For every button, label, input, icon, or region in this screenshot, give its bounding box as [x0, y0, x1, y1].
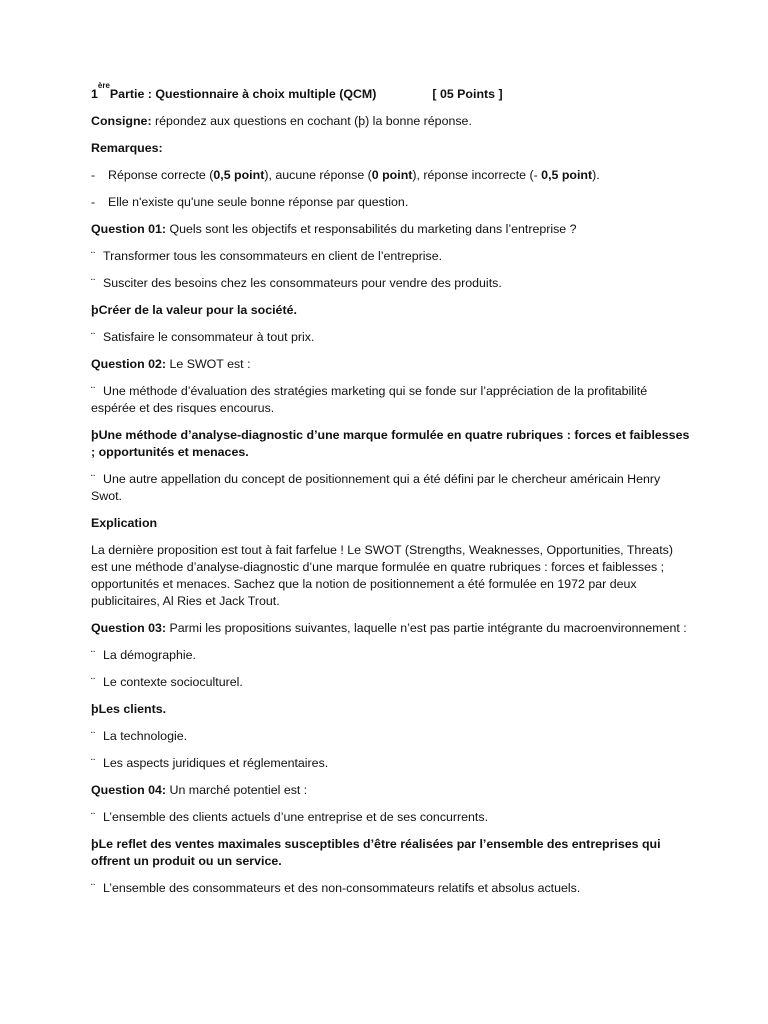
checkbox-empty-icon: ¨ — [91, 756, 96, 770]
answer-text: Satisfaire le consommateur à tout prix. — [103, 330, 315, 344]
question-label: Question 03: — [91, 621, 167, 635]
question-text: Un marché potentiel est : — [166, 783, 308, 797]
question-label: Question 02: — [91, 357, 167, 371]
remark-text-part: ), aucune réponse ( — [264, 168, 372, 182]
remark-text: Elle n'existe qu'une seule bonne réponse par question. — [108, 195, 409, 209]
question-3 — [91, 620, 691, 637]
checkbox-checked-icon: þ — [91, 837, 99, 851]
remark-dash: - — [91, 195, 96, 209]
remarques-label: Remarques: — [91, 141, 163, 155]
answer-text: Transformer tous les consommateurs en client de l’entreprise. — [103, 249, 443, 263]
answer-option — [91, 674, 691, 691]
answer-text: Créer de la valeur pour la société. — [98, 303, 297, 317]
answer-text: Le reflet des ventes maximales susceptibles d’être réalisées par l’ensemble des entreprises qui offrent un produit ou un service. — [91, 837, 661, 868]
question-text: Le SWOT est : — [166, 357, 251, 371]
remark-item — [91, 167, 691, 184]
question-label: Question 04: — [91, 783, 167, 797]
remark-text-part: ). — [592, 168, 600, 182]
answer-option — [91, 275, 691, 292]
answer-text: L’ensemble des clients actuels d’une entreprise et de ses concurrents. — [103, 810, 489, 824]
checkbox-empty-icon: ¨ — [91, 330, 96, 344]
answer-option-correct — [91, 302, 691, 319]
answer-option — [91, 647, 691, 664]
question-1 — [91, 221, 691, 238]
answer-option-correct — [91, 836, 691, 870]
section-title-text: Partie : Questionnaire à choix multiple (QCM) — [109, 87, 377, 101]
answer-option-correct — [91, 427, 691, 461]
remark-dash: - — [91, 168, 96, 182]
remark-text-part: Réponse correcte ( — [108, 168, 214, 182]
checkbox-empty-icon: ¨ — [91, 729, 96, 743]
explication-text: La dernière proposition est tout à fait farfelue ! Le SWOT (Strengths, Weaknesses, Opportunities, Threats) est une méthode d’analyse-diagnostic d’une marque formulée en quatre rubriques : forces et faiblesses ; opportunités et menaces. Sachez que la notion de positionnement a été formulée en 1972 par deux publicitaires, Al Ries et Jack Trout. — [91, 543, 673, 608]
answer-text: Le contexte socioculturel. — [103, 675, 243, 689]
section-title — [91, 81, 691, 103]
answer-text: La technologie. — [103, 729, 188, 743]
remark-bold-part: 0,5 point — [213, 168, 265, 182]
checkbox-empty-icon: ¨ — [91, 881, 96, 895]
answer-text: Susciter des besoins chez les consommateurs pour vendre des produits. — [103, 276, 502, 290]
answer-text: La démographie. — [103, 648, 196, 662]
answer-text: Les aspects juridiques et réglementaires. — [103, 756, 329, 770]
consigne-text: répondez aux questions en cochant (þ) la bonne réponse. — [151, 114, 472, 128]
answer-text: Une méthode d’évaluation des stratégies marketing qui se fonde sur l’appréciation de la profitabilité espérée et des risques encourus. — [91, 384, 648, 415]
explication-label: Explication — [91, 516, 158, 530]
checkbox-checked-icon: þ — [91, 702, 99, 716]
checkbox-empty-icon: ¨ — [91, 648, 96, 662]
question-4 — [91, 782, 691, 799]
answer-option — [91, 755, 691, 772]
checkbox-empty-icon: ¨ — [91, 384, 96, 398]
checkbox-checked-icon: þ — [91, 303, 99, 317]
checkbox-empty-icon: ¨ — [91, 675, 96, 689]
question-2 — [91, 356, 691, 373]
document-page — [91, 81, 691, 907]
answer-text: Les clients. — [98, 702, 167, 716]
remark-bold-part: 0 point — [371, 168, 413, 182]
section-title-superscript: ère — [97, 81, 110, 90]
answer-option — [91, 728, 691, 745]
answer-option — [91, 383, 691, 417]
answer-option — [91, 880, 691, 897]
question-text: Parmi les propositions suivantes, laquelle n’est pas partie intégrante du macroenvironnement : — [166, 621, 687, 635]
checkbox-checked-icon: þ — [91, 428, 99, 442]
remark-text-part: ), réponse incorrecte (- — [412, 168, 542, 182]
answer-option — [91, 471, 691, 505]
checkbox-empty-icon: ¨ — [91, 276, 96, 290]
answer-text: Une méthode d’analyse-diagnostic d’une marque formulée en quatre rubriques : forces et faiblesses ; opportunités et menaces. — [91, 428, 690, 459]
remark-bold-part: 0,5 point — [541, 168, 593, 182]
consigne-label: Consigne: — [91, 114, 152, 128]
checkbox-empty-icon: ¨ — [91, 249, 96, 263]
remark-item — [91, 194, 691, 211]
question-label: Question 01: — [91, 222, 167, 236]
consigne — [91, 113, 691, 130]
answer-option — [91, 329, 691, 346]
section-points: [ 05 Points ] — [432, 87, 503, 101]
remark-text — [108, 167, 600, 184]
answer-option-correct — [91, 701, 691, 718]
section-title-number: 1 — [91, 87, 98, 101]
question-text: Quels sont les objectifs et responsabilités du marketing dans l’entreprise ? — [166, 222, 577, 236]
checkbox-empty-icon: ¨ — [91, 810, 96, 824]
answer-option — [91, 248, 691, 265]
answer-text: L’ensemble des consommateurs et des non-consommateurs relatifs et absolus actuels. — [103, 881, 581, 895]
checkbox-empty-icon: ¨ — [91, 472, 96, 486]
answer-option — [91, 809, 691, 826]
answer-text: Une autre appellation du concept de positionnement qui a été défini par le chercheur américain Henry Swot. — [91, 472, 661, 503]
